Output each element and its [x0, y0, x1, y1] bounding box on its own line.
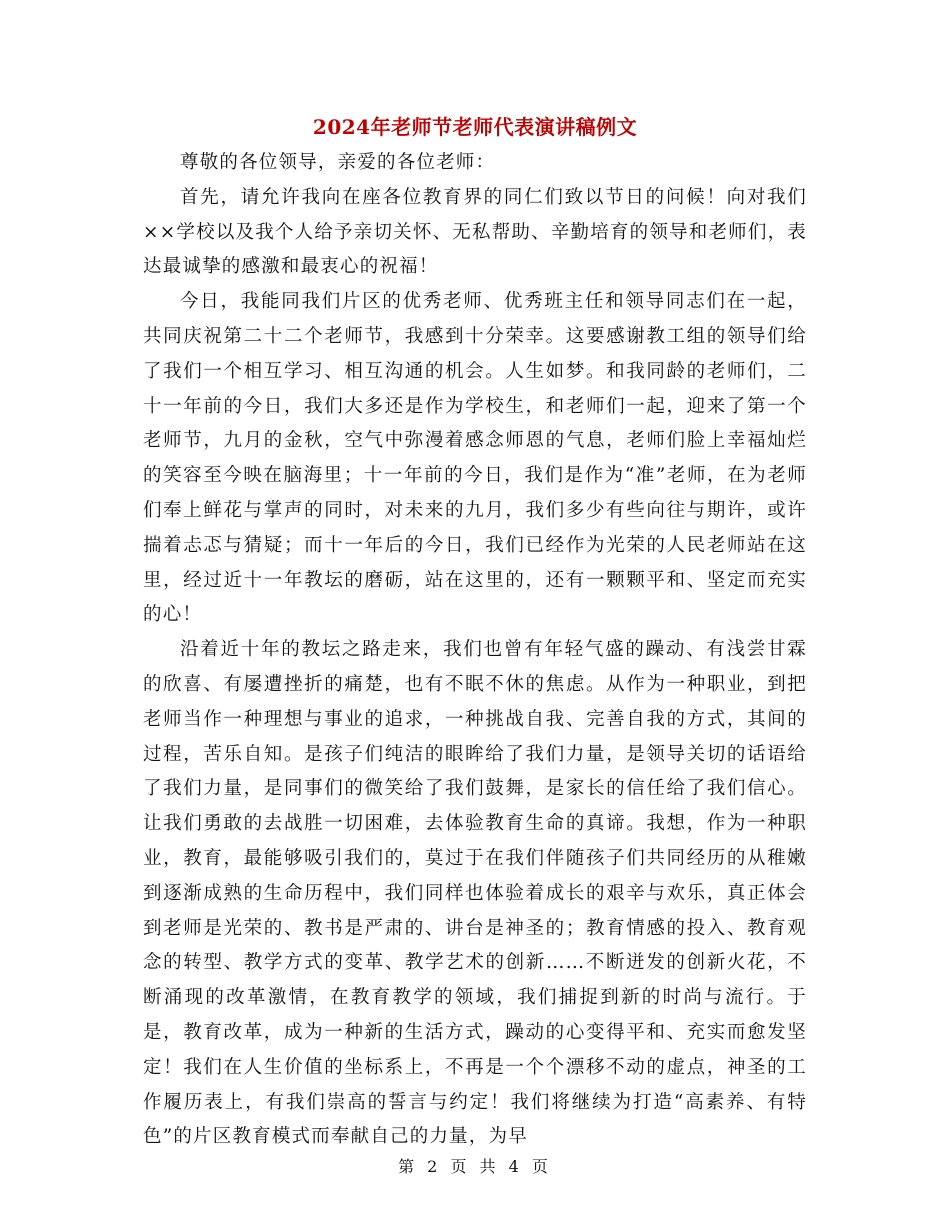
body-paragraph: 沿着近十年的教坛之路走来，我们也曾有年轻气盛的躁动、有浅尝甘霖的欣喜、有屡遭挫折的痛楚，也有不眠不休的焦虑。从作为一种职业，到把老师当作一种理想与事业的追求，一种挑战自我、完善自我的方式，其间的过程，苦乐自知。是孩子们纯洁的眼眸给了我们力量，是领导关切的话语给了我们力量，是同事们的微笑给了我们鼓舞，是家长的信任给了我们信心。让我们勇敢的去战胜一切困难，去体验教育生命的真谛。我想，作为一种职业，教育，最能够吸引我们的，莫过于在我们伴随孩子们共同经历的从稚嫩到逐渐成熟的生命历程中，我们同样也体验着成长的艰辛与欢乐，真正体会到老师是光荣的、教书是严肃的、讲台是神圣的；教育情感的投入、教育观念的转型、教学方式的变革、教学艺术的创新……不断迸发的创新火花，不断涌现的改革激情，在教育教学的领域，我们捕捉到新的时尚与流行。于是，教育改革，成为一种新的生活方式，躁动的心变得平和、充实而愈发坚定！我们在人生价值的坐标系上，不再是一个个漂移不动的虚点，神圣的工作履历表上，有我们崇高的誓言与约定！我们将继续为打造“高素养、有特色”的片区教育模式而奉献自己的力量，为早 — [143, 639, 807, 1148]
body-paragraph: 首先，请允许我向在座各位教育界的同仁们致以节日的问候！向对我们××学校以及我个人给予亲切关怀、无私帮助、辛勤培育的领导和老师们，表达最诚挚的感激和最衷心的祝福！ — [143, 186, 807, 278]
document-title: 2024年老师节老师代表演讲稿例文 — [312, 115, 638, 139]
salutation-paragraph: 尊敬的各位领导，亲爱的各位老师： — [180, 152, 496, 173]
document-body — [143, 146, 807, 1155]
body-paragraph: 今日，我能同我们片区的优秀老师、优秀班主任和领导同志们在一起，共同庆祝第二十二个老师节，我感到十分荣幸。这要感谢教工组的领导们给了我们一个相互学习、相互沟通的机会。人生如梦。和我同龄的老师们，二十一年前的今日，我们大多还是作为学校生，和老师们一起，迎来了第一个老师节，九月的金秋，空气中弥漫着感念师恩的气息，老师们脸上幸福灿烂的笑容至今映在脑海里；十一年前的今日，我们是作为“准”老师，在为老师们奉上鲜花与掌声的同时，对未来的九月，我们多少有些向往与期许，或许揣着忐忑与猜疑；而十一年后的今日，我们已经作为光荣的人民老师站在这里，经过近十一年教坛的磨砺，站在这里的，还有一颗颗平和、坚定而充实的心！ — [143, 291, 807, 626]
page-number-footer: 第 2 页 共 4 页 — [398, 1157, 552, 1176]
